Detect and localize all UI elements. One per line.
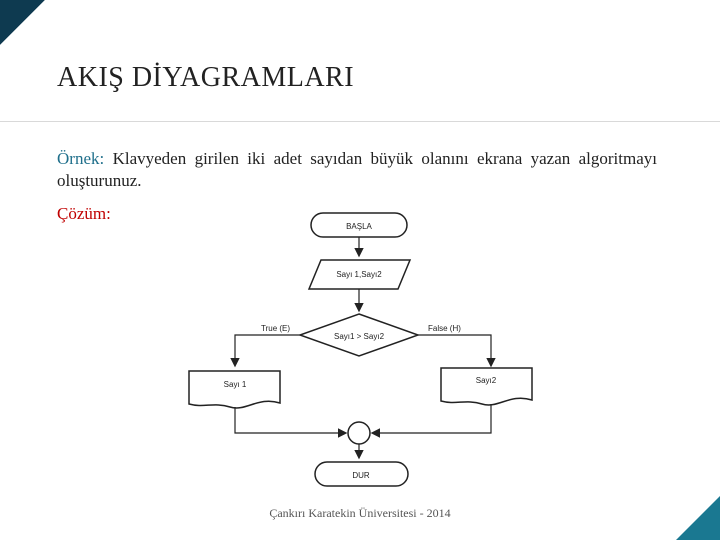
connector-circle <box>348 422 370 444</box>
output-false-document <box>441 368 532 405</box>
true-branch-label: True (E) <box>261 324 291 333</box>
decision-label: Sayı1 > Sayı2 <box>333 332 385 341</box>
footer: Çankırı Karatekin Üniversitesi - 2014 <box>269 506 451 520</box>
example-text: Klavyeden girilen iki adet sayıdan büyük olanını ekrana yazan algoritmayı oluşturunuz. <box>57 149 657 190</box>
solution-label: Çözüm: <box>57 204 111 223</box>
input-label: Sayı 1,Sayı2 <box>336 270 382 279</box>
output-false-label: Sayı2 <box>475 376 497 385</box>
example-label: Örnek: <box>57 149 105 168</box>
false-branch-label: False (H) <box>428 324 461 333</box>
start-label: BAŞLA <box>346 222 372 231</box>
output-true-document <box>189 371 280 408</box>
end-label: DUR <box>352 471 370 480</box>
output-true-label: Sayı 1 <box>223 380 247 389</box>
slide-title: AKIŞ DİYAGRAMLARI <box>57 62 355 93</box>
